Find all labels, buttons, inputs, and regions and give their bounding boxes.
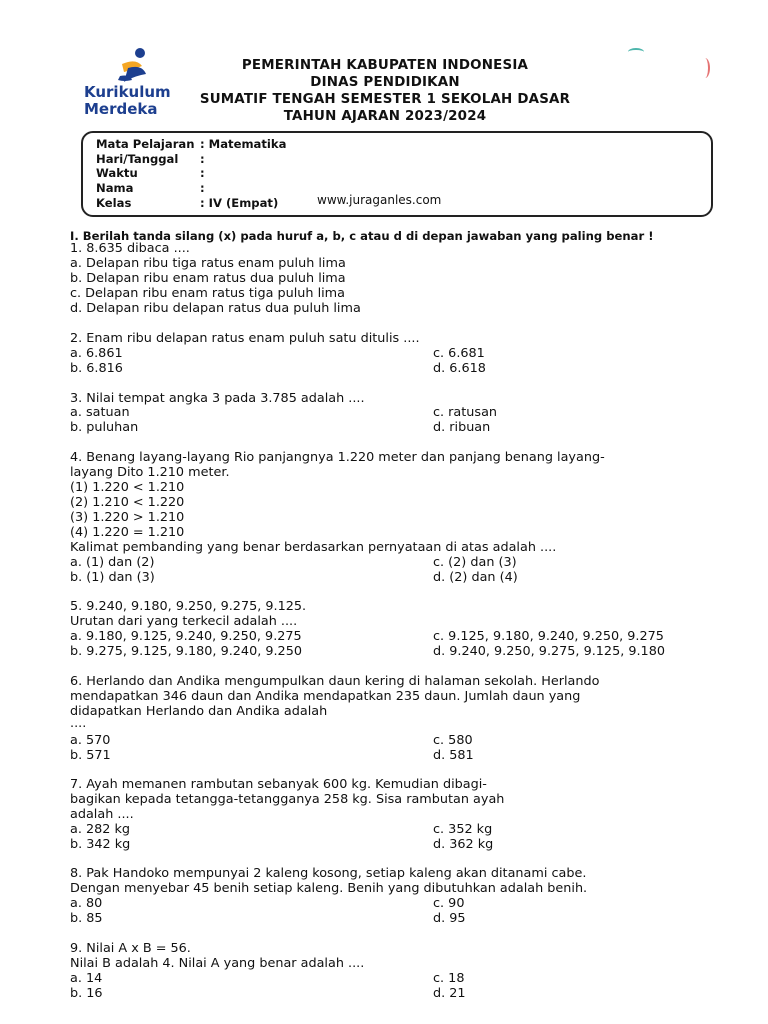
- question-3-option-a: a. satuan: [70, 405, 130, 420]
- website-watermark: www.juraganles.com: [317, 193, 442, 207]
- question-5-option-a: a. 9.180, 9.125, 9.240, 9.250, 9.275: [70, 629, 302, 644]
- decorative-arc: [700, 58, 710, 78]
- question-4-statement-4: (4) 1.220 = 1.210: [70, 525, 185, 540]
- question-4-option-d: d. (2) dan (4): [433, 570, 518, 585]
- question-5-stem-line-1: 5. 9.240, 9.180, 9.250, 9.275, 9.125.: [70, 599, 307, 614]
- question-2-option-a: a. 6.861: [70, 346, 123, 361]
- question-8-option-b: b. 85: [70, 911, 103, 926]
- question-6-option-c: c. 580: [433, 733, 473, 748]
- identity-label: Kelas: [96, 196, 132, 210]
- question-3-option-d: d. ribuan: [433, 420, 491, 435]
- question-3-stem: 3. Nilai tempat angka 3 pada 3.785 adalah ....: [70, 391, 365, 406]
- logo-line-2: Merdeka: [84, 100, 158, 118]
- question-2-option-c: c. 6.681: [433, 346, 485, 361]
- question-4-statement-1: (1) 1.220 < 1.210: [70, 480, 185, 495]
- identity-row-subject: [96, 137, 286, 151]
- question-6-stem-line-1: 6. Herlando dan Andika mengumpulkan daun kering di halaman sekolah. Herlando: [70, 674, 600, 689]
- question-7-option-d: d. 362 kg: [433, 837, 494, 852]
- question-6-option-a: a. 570: [70, 733, 111, 748]
- question-7-option-a: a. 282 kg: [70, 822, 131, 837]
- question-4-statement-3: (3) 1.220 > 1.210: [70, 510, 185, 525]
- question-6-option-b: b. 571: [70, 748, 111, 763]
- question-3-option-c: c. ratusan: [433, 405, 498, 420]
- identity-label: Waktu: [96, 166, 138, 180]
- question-9-option-a: a. 14: [70, 971, 103, 986]
- question-6-stem-line-2: mendapatkan 346 daun dan Andika mendapatkan 235 daun. Jumlah daun yang: [70, 689, 581, 704]
- header-line-4: TAHUN AJARAN 2023/2024: [283, 109, 487, 124]
- logo-wordmark: [84, 84, 171, 118]
- identity-value: :: [200, 152, 205, 166]
- question-9-option-d: d. 21: [433, 986, 466, 1001]
- question-1-stem: 1. 8.635 dibaca ....: [70, 241, 190, 256]
- header-line-3: SUMATIF TENGAH SEMESTER 1 SEKOLAH DASAR: [199, 92, 571, 107]
- question-6-stem-line-4: ....: [70, 716, 87, 731]
- instruction-text: I. Berilah tanda silang (x) pada huruf a, b, c atau d di depan jawaban yang paling benar !: [70, 229, 654, 243]
- question-4-option-a: a. (1) dan (2): [70, 555, 155, 570]
- question-1-option-c: c. Delapan ribu enam ratus tiga puluh lima: [70, 286, 345, 301]
- question-9-option-b: b. 16: [70, 986, 103, 1001]
- question-4-option-c: c. (2) dan (3): [433, 555, 517, 570]
- question-8-stem-line-2: Dengan menyebar 45 benih setiap kaleng. Benih yang dibutuhkan adalah benih.: [70, 881, 588, 896]
- question-9-stem-line-1: 9. Nilai A x B = 56.: [70, 941, 191, 956]
- question-2-option-d: d. 6.618: [433, 361, 486, 376]
- question-6-stem-line-3: didapatkan Herlando dan Andika adalah: [70, 704, 328, 719]
- identity-label: Mata Pelajaran: [96, 137, 195, 151]
- question-5-option-c: c. 9.125, 9.180, 9.240, 9.250, 9.275: [433, 629, 664, 644]
- question-1-option-d: d. Delapan ribu delapan ratus dua puluh lima: [70, 301, 361, 316]
- document-header: [170, 57, 600, 125]
- question-2-option-b: b. 6.816: [70, 361, 123, 376]
- identity-label: Hari/Tanggal: [96, 152, 179, 166]
- identity-row-date: [96, 152, 205, 166]
- question-7-stem-line-2: bagikan kepada tetangga-tetangganya 258 kg. Sisa rambutan ayah: [70, 792, 505, 807]
- logo-line-1: Kurikulum: [84, 83, 171, 101]
- question-7-stem-line-1: 7. Ayah memanen rambutan sebanyak 600 kg. Kemudian dibagi-: [70, 777, 487, 792]
- header-line-1: PEMERINTAH KABUPATEN INDONESIA: [241, 58, 529, 73]
- question-6-option-d: d. 581: [433, 748, 474, 763]
- identity-value: :: [200, 166, 205, 180]
- question-2-stem: 2. Enam ribu delapan ratus enam puluh satu ditulis ....: [70, 331, 420, 346]
- question-8-option-d: d. 95: [433, 911, 466, 926]
- question-5-option-d: d. 9.240, 9.250, 9.275, 9.125, 9.180: [433, 644, 665, 659]
- question-8-stem-line-1: 8. Pak Handoko mempunyai 2 kaleng kosong, setiap kaleng akan ditanami cabe.: [70, 866, 587, 881]
- identity-value: : IV (Empat): [200, 196, 279, 210]
- question-1-option-a: a. Delapan ribu tiga ratus enam puluh lima: [70, 256, 346, 271]
- identity-value: : Matematika: [200, 137, 287, 151]
- identity-label: Nama: [96, 181, 134, 195]
- question-4-question: Kalimat pembanding yang benar berdasarkan pernyataan di atas adalah ....: [70, 540, 557, 555]
- decorative-arc: [628, 48, 644, 56]
- question-7-option-c: c. 352 kg: [433, 822, 493, 837]
- question-3-option-b: b. puluhan: [70, 420, 139, 435]
- question-1-option-b: b. Delapan ribu enam ratus dua puluh lima: [70, 271, 346, 286]
- question-4-option-b: b. (1) dan (3): [70, 570, 155, 585]
- question-7-stem-line-3: adalah ....: [70, 807, 134, 822]
- question-8-option-a: a. 80: [70, 896, 103, 911]
- identity-row-time: [96, 166, 205, 180]
- identity-value: :: [200, 181, 205, 195]
- question-7-option-b: b. 342 kg: [70, 837, 131, 852]
- question-5-stem-line-2: Urutan dari yang terkecil adalah ....: [70, 614, 298, 629]
- question-8-option-c: c. 90: [433, 896, 465, 911]
- identity-row-class: [96, 196, 278, 210]
- question-9-stem-line-2: Nilai B adalah 4. Nilai A yang benar adalah ....: [70, 956, 365, 971]
- question-5-option-b: b. 9.275, 9.125, 9.180, 9.240, 9.250: [70, 644, 302, 659]
- question-4-stem-line-1: 4. Benang layang-layang Rio panjangnya 1.220 meter dan panjang benang layang-: [70, 450, 605, 465]
- question-9-option-c: c. 18: [433, 971, 465, 986]
- identity-row-name: [96, 181, 205, 195]
- question-4-stem-line-2: layang Dito 1.210 meter.: [70, 465, 230, 480]
- header-line-2: DINAS PENDIDIKAN: [310, 75, 460, 90]
- question-4-statement-2: (2) 1.210 < 1.220: [70, 495, 185, 510]
